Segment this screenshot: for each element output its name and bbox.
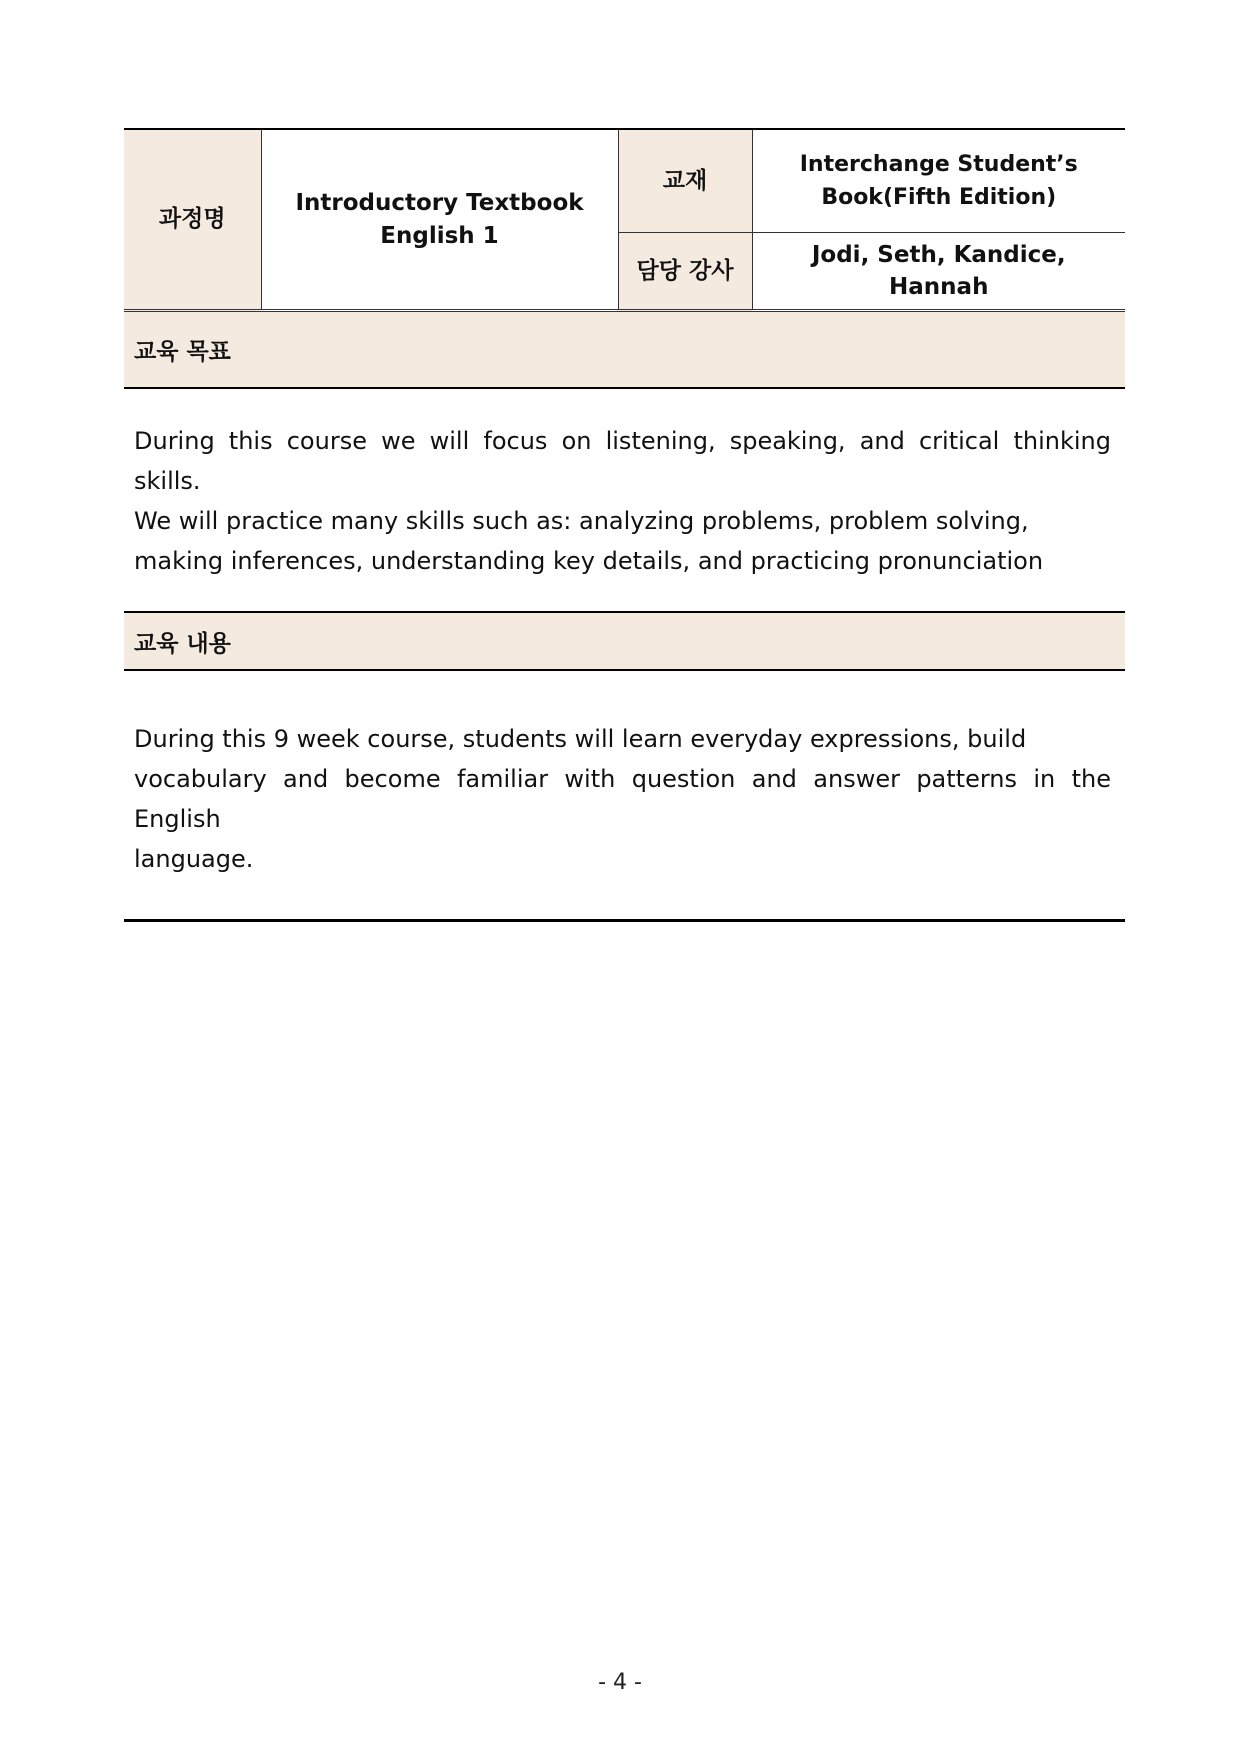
course-name-line2: English 1 [380,222,499,249]
textbook-line2: Book(Fifth Edition) [821,185,1057,210]
objectives-line-1: During this course we will focus on listening, speaking, and critical thinking skills. [134,427,1111,495]
course-name-label: 과정명 [124,129,261,311]
course-name-value [261,129,618,311]
course-info-table [124,128,1125,312]
objectives-heading [124,312,1125,389]
instructor-value: Jodi, Seth, Kandice, Hannah [752,233,1125,311]
course-name-line1: Introductory Textbook [295,190,584,217]
objectives-body [124,389,1125,611]
textbook-line1: Interchange Student’s [799,152,1078,177]
textbook-value [752,129,1125,233]
content-body [124,671,1125,922]
objectives-line-3: making inferences, understanding key details, and practicing pronunciation [134,547,1044,575]
syllabus-page [124,128,1125,922]
content-line-1: During this 9 week course, students will learn everyday expressions, build [134,725,1027,753]
content-line-2: vocabulary and become familiar with question and answer patterns in the English [134,765,1111,833]
objectives-heading-text: 교육 목표 [134,339,231,365]
page-number: - 4 - [598,1670,642,1695]
objectives-line-2: We will practice many skills such as: analyzing problems, problem solving, [134,507,1029,535]
content-line-3: language. [134,845,254,873]
content-heading [124,611,1125,671]
textbook-label: 교재 [618,129,752,233]
instructor-label: 담당 강사 [618,233,752,311]
content-heading-text: 교육 내용 [134,630,231,657]
